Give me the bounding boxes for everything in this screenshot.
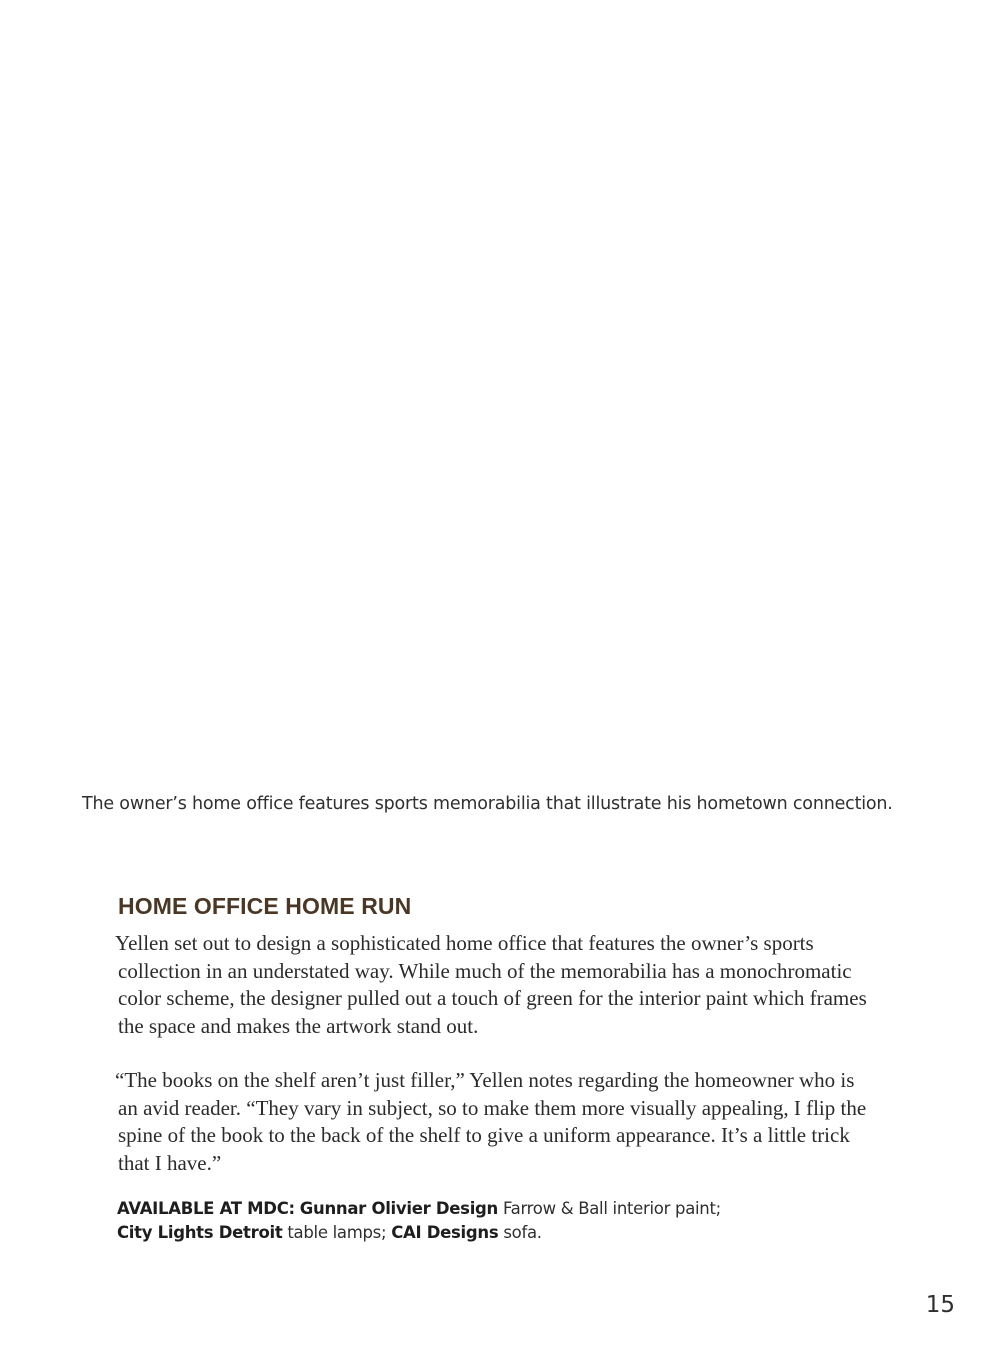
article-paragraph-2: “The books on the shelf aren’t just filler,” Yellen notes regarding the homeowner who is an avid reader. “They vary in subject, so to make them more visually appealing, I flip the spine of the book to the back of the shelf to give a uniform appearance. It’s a little trick that I have.” [115,1068,867,1175]
credit-product-3: sofa. [503,1223,542,1242]
credit-product-1: Farrow & Ball interior paint; [502,1199,721,1218]
credit-vendor-2: City Lights Detroit [117,1223,283,1242]
article [112,893,872,1245]
available-at-credits [112,1197,872,1245]
credit-vendor-3: CAI Designs [391,1223,499,1242]
article-paragraph-1: Yellen set out to design a sophisticated home office that features the owner’s sports collection in an understated way. While much of the memorabilia has a monochromatic color scheme, the designer pulled out a touch of green for the interior paint which frames the space and makes the artwork stand out. [115,931,867,1038]
page-number: 15 [925,1292,955,1318]
credit-product-2: table lamps; [287,1223,387,1242]
credit-vendor-1: Gunnar Olivier Design [299,1199,499,1218]
photo-caption: The owner’s home office features sports memorabilia that illustrate his hometown connection. [82,794,893,814]
credits-label: AVAILABLE AT MDC: [117,1199,295,1218]
article-heading: HOME OFFICE HOME RUN [118,893,412,919]
